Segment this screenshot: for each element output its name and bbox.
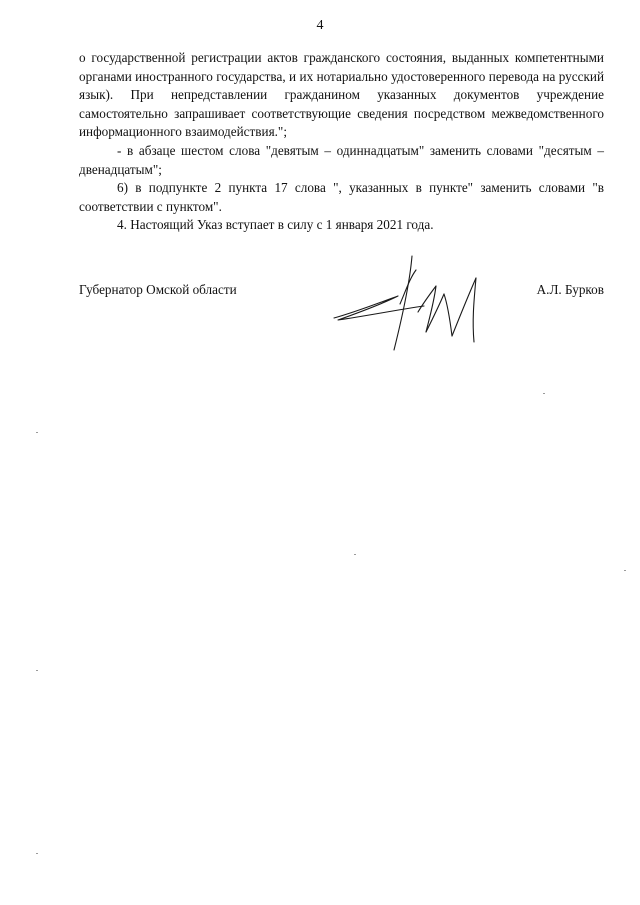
- scan-speck: [36, 432, 38, 433]
- scan-speck: [543, 393, 545, 394]
- scan-speck: [624, 570, 626, 571]
- signer-title: Губернатор Омской области: [79, 282, 237, 297]
- handwritten-signature: [326, 250, 496, 360]
- paragraph-amendment-abzac: - в абзаце шестом слова "девятым – одиннадцатым" заменить словами "десятым – двенадцатым";: [79, 142, 604, 177]
- scan-speck: [36, 853, 38, 854]
- scan-speck: [36, 670, 38, 671]
- paragraph-effective-date: 4. Настоящий Указ вступает в силу с 1 января 2021 года.: [117, 217, 434, 233]
- scan-speck: [354, 554, 356, 555]
- document-body: [79, 49, 604, 235]
- signer-name: А.Л. Бурков: [536, 282, 604, 297]
- paragraph-amendment-podpunkt: 6) в подпункте 2 пункта 17 слова ", указанных в пункте" заменить словами "в соответствии с пунктом".: [79, 180, 604, 214]
- paragraph-continuation: о государственной регистрации актов гражданского состояния, выданных компетентными органами иностранного государства, и их нотариально удостоверенного перевода на русский язык). При непредставлении гражданином указанных документов учреждение самостоятельно запрашивает соответствующие сведения посредством межведомственного информационного взаимодействия.";: [79, 50, 604, 140]
- page-number: 4: [316, 18, 324, 33]
